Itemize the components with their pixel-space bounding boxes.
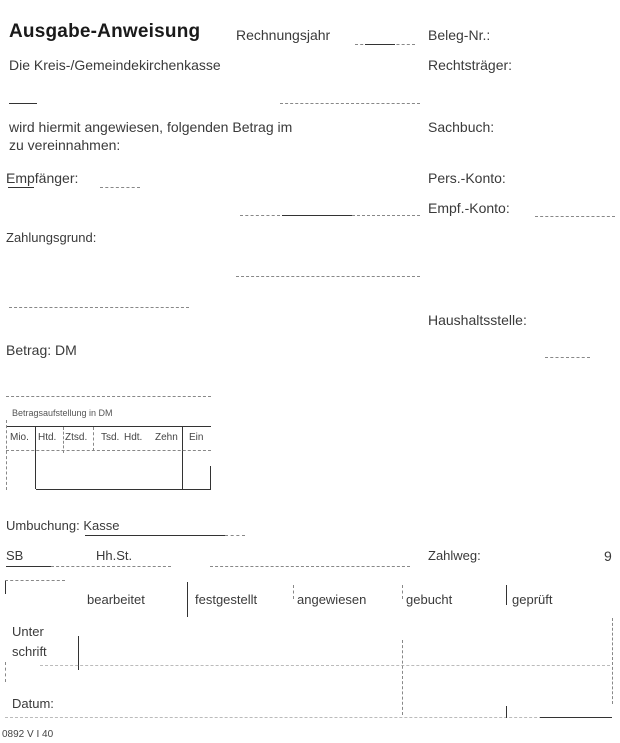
legal-entity-label: Rechtsträger: xyxy=(428,57,513,73)
hh-input[interactable] xyxy=(140,549,414,567)
sig-col-angewiesen: angewiesen xyxy=(297,592,367,607)
breakdown-caption: Betragsaufstellung in DM xyxy=(12,408,113,418)
breakdown-divider-3 xyxy=(93,427,94,451)
fiscal-year-label: Rechnungsjahr xyxy=(236,27,331,43)
recipient-address-line-a xyxy=(240,215,280,216)
pers-account-label: Pers.-Konto: xyxy=(428,170,506,186)
recipient-input[interactable] xyxy=(100,171,424,189)
date-festgestellt-input[interactable] xyxy=(190,698,294,716)
instruction-line-1: wird hiermit angewiesen, folgenden Betrag im xyxy=(9,119,293,135)
sig-geprueft-input[interactable] xyxy=(510,640,614,658)
recip-account-label: Empf.-Konto: xyxy=(428,200,510,216)
recipient-underline xyxy=(8,187,34,188)
amount-label: Betrag: DM xyxy=(6,342,77,358)
sig-col-geprueft: geprüft xyxy=(512,592,553,607)
rebooking-input[interactable] xyxy=(140,518,414,536)
payment-reason-label: Zahlungsgrund: xyxy=(6,230,97,245)
sig-date-baseline xyxy=(5,717,612,718)
hh-line xyxy=(210,566,410,567)
budget-item-label: Haushaltsstelle: xyxy=(428,312,527,328)
rebooking-label: Umbuchung: Kasse xyxy=(6,518,120,533)
org-name-line-right xyxy=(280,103,420,104)
sig-col-gebucht: gebucht xyxy=(406,592,453,607)
sig-divider-2 xyxy=(293,585,294,599)
fiscal-year-line-solid xyxy=(365,44,395,45)
breakdown-left-border xyxy=(6,420,7,490)
amount-input[interactable] xyxy=(95,343,299,361)
sig-divider-3 xyxy=(402,585,403,599)
legal-entity-input[interactable] xyxy=(530,58,614,76)
date-gebucht-input[interactable] xyxy=(405,698,507,716)
sig-divider-1 xyxy=(187,582,188,617)
sig-col-bearbeitet: bearbeitet xyxy=(87,592,145,607)
pers-account-input[interactable] xyxy=(525,171,614,189)
payment-method-label: Zahlweg: xyxy=(428,548,481,563)
recip-account-line xyxy=(535,216,615,217)
org-name-input[interactable] xyxy=(9,86,423,104)
sig-angewiesen-input[interactable] xyxy=(296,640,404,658)
breakdown-col-tsd: Tsd. xyxy=(101,432,120,443)
payment-reason-line-1 xyxy=(236,276,420,277)
sig-col-festgestellt: festgestellt xyxy=(195,592,258,607)
hh-label: Hh.St. xyxy=(96,548,133,563)
breakdown-col-hdt: Hdt. xyxy=(124,432,143,443)
rebooking-line xyxy=(85,535,225,536)
sb-line xyxy=(6,566,51,567)
budget-item-line xyxy=(545,357,590,358)
breakdown-col-mio: Mio. xyxy=(10,432,29,443)
voucher-no-input[interactable] xyxy=(505,28,549,46)
payment-reason-input[interactable] xyxy=(9,258,423,276)
sig-row-signature-1: Unter xyxy=(12,624,44,639)
sig-row-signature-2: schrift xyxy=(12,644,47,659)
instruction-line-2: zu vereinnahmen: xyxy=(9,137,121,153)
org-label: Die Kreis-/Gemeindekirchenkasse xyxy=(9,57,221,73)
date-bearbeitet-input[interactable] xyxy=(85,698,189,716)
breakdown-header-top xyxy=(6,426,211,427)
sig-top-left xyxy=(5,580,65,581)
breakdown-divider-4 xyxy=(182,427,183,489)
ledger-label: Sachbuch: xyxy=(428,119,495,135)
breakdown-header-bottom xyxy=(6,450,211,451)
sig-left-border xyxy=(5,662,6,682)
recipient-address-line-c xyxy=(352,215,420,216)
budget-item-input[interactable] xyxy=(545,340,614,358)
sig-signature-baseline xyxy=(40,665,610,666)
breakdown-right-border xyxy=(210,466,211,490)
rebooking-line-right xyxy=(225,535,245,536)
breakdown-col-ztsd: Ztsd. xyxy=(65,432,88,443)
date-geprueft-input[interactable] xyxy=(510,698,614,716)
breakdown-bottom xyxy=(36,489,211,490)
payment-method-value: 9 xyxy=(604,548,612,564)
payment-reason-line-2 xyxy=(9,307,189,308)
recipient-line xyxy=(100,187,140,188)
voucher-no-label: Beleg-Nr.: xyxy=(428,27,491,43)
sig-festgestellt-input[interactable] xyxy=(190,640,294,658)
breakdown-col-ein: Ein xyxy=(189,432,204,443)
breakdown-divider-1 xyxy=(35,427,36,489)
form-title: Ausgabe-Anweisung xyxy=(9,21,201,42)
sb-label: SB xyxy=(6,548,24,563)
sig-bearbeitet-input[interactable] xyxy=(85,640,189,658)
recipient-label: Empfänger: xyxy=(6,170,79,186)
breakdown-top-line xyxy=(6,396,211,397)
sig-right-border xyxy=(612,618,613,704)
recipient-address-line-b xyxy=(282,215,352,216)
sig-divider-4 xyxy=(506,585,507,605)
form-code: 0892 V I 40 xyxy=(2,729,54,740)
breakdown-col-zehn: Zehn xyxy=(155,432,178,443)
date-angewiesen-input[interactable] xyxy=(296,698,404,716)
ledger-input[interactable] xyxy=(515,120,614,138)
breakdown-col-htd: Htd. xyxy=(38,432,57,443)
sig-gebucht-input[interactable] xyxy=(405,640,507,658)
sig-date-line-right xyxy=(540,717,612,718)
sig-left-corner xyxy=(5,580,6,594)
sig-row-date: Datum: xyxy=(12,696,54,711)
